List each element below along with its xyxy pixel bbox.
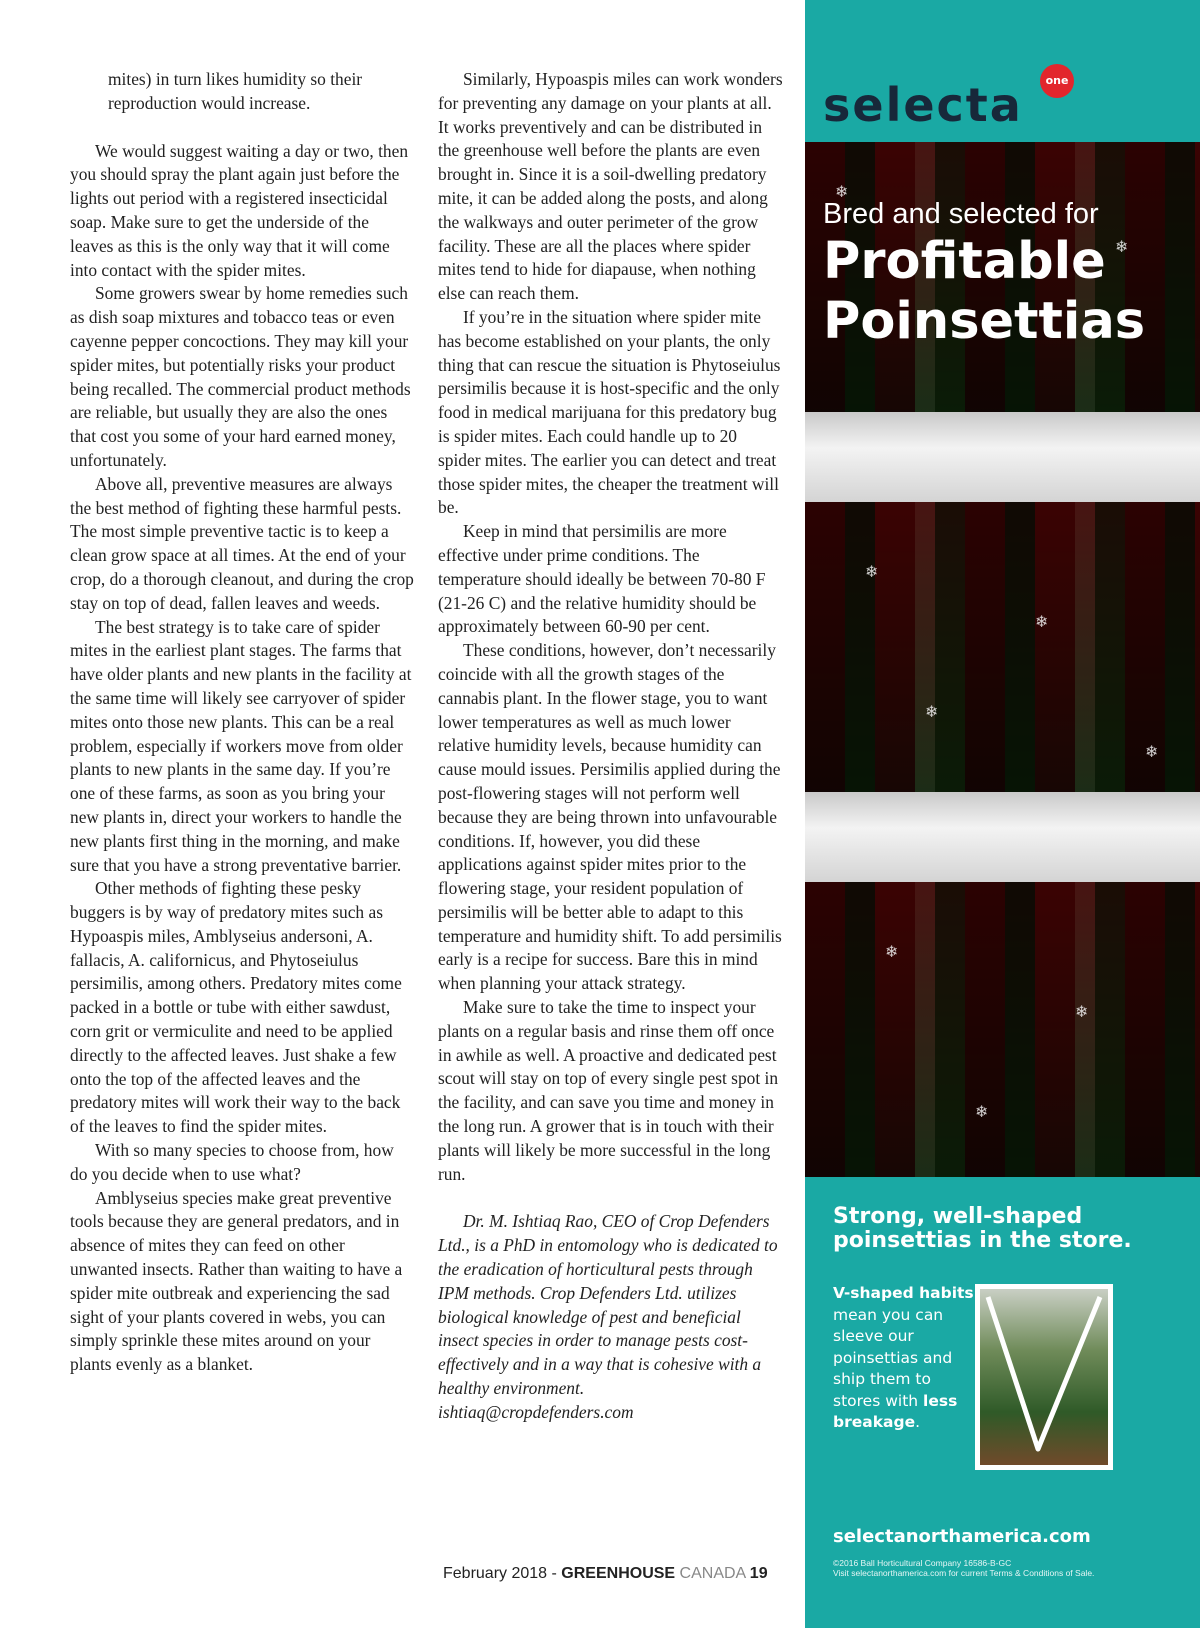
ad-body-end: . <box>915 1413 921 1431</box>
v-shape-icon <box>980 1289 1108 1465</box>
ad-legal <box>833 1558 1183 1578</box>
ad-subheadline: Strong, well-shaped poinsettias in the store. <box>833 1204 1132 1253</box>
article-column-1 <box>70 68 415 1377</box>
paragraph: We would suggest waiting a day or two, then you should spray the plant again just before the lights out period with a registered insecticidal soap. Make sure to get the underside of the leaves as this is the only way that it will come into contact with the spider mites. <box>70 140 409 280</box>
snowflake-icon: ❄ <box>975 1102 989 1121</box>
paragraph: Some growers swear by home remedies such as dish soap mixtures and tobacco teas or even cayenne pepper concoctions. They may kill your spider mites, but potentially risks your product being recalled. The commercial product methods are reliable, but usually they are also the ones that cost you some of your hard earned money, unfortunately. <box>70 283 411 470</box>
ad-headline <box>823 232 1193 352</box>
v-shape-plant-photo <box>975 1284 1113 1470</box>
ad-body-text: mean you can sleeve our poinsettias and ship them to stores with <box>833 1305 953 1410</box>
paragraph: Amblyseius species make great preventive tools because they are general predators, and in absence of mites they can feed on other unwanted insects. Rather than waiting to have a spider mite outbreak and experiencing the sad sight of your plants covered in webs, you can simply sprinkle these mites around on your plants evenly as a blanket. <box>70 1187 403 1375</box>
footer-magazine-country: CANADA <box>679 1565 746 1582</box>
paragraph: Other methods of fighting these pesky buggers is by way of predatory mites such as Hypoaspis miles, Amblyseius andersoni, A. fallacis, A. californicus, and Phytoseiulus persimilis, among others. Predatory mites come packed in a bottle or tube with either sawdust, corn grit or vermiculite and need to be applied directly to the affected leaves. Just shake a few onto the top of the affected leaves and the predatory mites will work their way to the back of the leaves to find the spider mites. <box>70 878 402 1137</box>
page-number: 19 <box>749 1565 768 1582</box>
ad-body <box>833 1283 983 1434</box>
ad-website-link[interactable]: selectanorthamerica.com <box>833 1526 1091 1547</box>
ad-legal-line: Visit selectanorthamerica.com for current Terms & Conditions of Sale. <box>833 1568 1095 1578</box>
page-footer <box>443 1565 768 1583</box>
snowflake-icon: ❄ <box>1035 612 1049 631</box>
logo-badge: one <box>1040 64 1074 98</box>
snowflake-icon: ❄ <box>835 182 849 201</box>
paragraph: These conditions, however, don’t necessarily coincide with all the growth stages of the cannabis plant. In the flower stage, you to want lower temperatures as well as much lower relative humidity levels, because humidity can cause mould issues. Persimilis applied during the post-flowering stages will not perform well because they are being thrown into unfavourable conditions. If, however, you did these applications against spider mites prior to the flowering stage, your resident population of persimilis will be better able to adapt to this temperature and humidity shift. To add persimilis early is a recipe for success. Bare this in mind when planning your attack strategy. <box>438 640 782 994</box>
author-bio: Dr. M. Ishtiaq Rao, CEO of Crop Defenders Ltd., is a PhD in entomology who is dedicated to the eradication of horticultural pests through IPM methods. Crop Defenders Ltd. utilizes biological knowledge of pest and beneficial insect species in order to manage pests cost-effectively and in a way that is cohesive with a healthy environment. ishtiaq@cropdefenders.com <box>438 1211 778 1422</box>
paragraph: mites) in turn likes humidity so their reproduction would increase. <box>108 69 363 113</box>
plant-row <box>805 882 1200 1177</box>
snowflake-icon: ❄ <box>885 942 899 961</box>
ad-legal-line: ©2016 Ball Horticultural Company 16586-B-GC <box>833 1558 1012 1568</box>
ad-tagline: Bred and selected for <box>823 198 1099 230</box>
plant-image <box>980 1289 1108 1465</box>
snowflake-icon: ❄ <box>865 562 879 581</box>
paragraph: Above all, preventive measures are always the best method of fighting these harmful pests. The most simple preventive tactic is to keep a clean grow space at all times. At the end of your crop, do a thorough cleanout, and during the crop stay on top of dead, fallen leaves and weeds. <box>70 473 414 613</box>
advertisement <box>805 0 1200 1628</box>
selecta-logo: selecta <box>823 78 1023 132</box>
plant-row <box>805 502 1200 802</box>
paragraph: Similarly, Hypoaspis miles can work wonders for preventing any damage on your plants at all. It works preventively and can be distributed in the greenhouse well before the plants are even brought in. Since it is a soil-dwelling predatory mite, it can be added along the posts, and along the walkways and outer perimeter of the grow facility. These are all the places where spider mites tend to hide for diapause, when nothing else can reach them. <box>438 69 783 304</box>
snowflake-icon: ❄ <box>1145 742 1159 761</box>
ad-body-emphasis: less breakage <box>833 1391 958 1431</box>
shelf <box>805 792 1200 882</box>
ad-body-emphasis: V-shaped habits <box>833 1284 974 1302</box>
snowflake-icon: ❄ <box>1075 1002 1089 1021</box>
snowflake-icon: ❄ <box>1115 237 1129 256</box>
article-column-2 <box>438 68 783 1425</box>
footer-date: February 2018 - <box>443 1565 557 1582</box>
paragraph: Make sure to take the time to inspect your plants on a regular basis and rinse them off once in awhile as well. A proactive and dedicated pest scout will stay on top of every single pest spot in the facility, and can save you time and money in the long run. A grower that is in touch with their plants will likely be more successful in the long run. <box>438 997 779 1184</box>
paragraph: Keep in mind that persimilis are more effective under prime conditions. The temperature should ideally be between 70-80 F (21-26 C) and the relative humidity should be approximately between 60-90 per cent. <box>438 521 766 637</box>
paragraph: If you’re in the situation where spider mite has become established on your plants, the only thing that can rescue the situation is Phytoseiulus persimilis because it is host-specific and the only food in medical marijuana for this predatory bug is spider mites. Each could handle up to 20 spider mites. The earlier you can detect and treat those spider mites, the cheaper the treatment will be. <box>438 306 781 518</box>
snowflake-icon: ❄ <box>925 702 939 721</box>
paragraph: The best strategy is to take care of spider mites in the earliest plant stages. The farms that have older plants and new plants in the facility at the same time will likely see carryover of spider mites onto those new plants. This can be a real problem, especially if workers move from older plants to new plants in the same day. If you’re one of these farms, as soon as you bring your new plants in, direct your workers to handle the new plants first thing in the morning, and make sure that you have a strong preventative barrier. <box>70 616 412 875</box>
ad-headline-line: Poinsettias <box>823 292 1146 351</box>
paragraph: With so many species to choose from, how do you decide when to use what? <box>70 1140 394 1184</box>
footer-magazine: GREENHOUSE <box>561 1565 676 1582</box>
shelf <box>805 412 1200 502</box>
ad-headline-line: Profitable <box>823 232 1106 291</box>
